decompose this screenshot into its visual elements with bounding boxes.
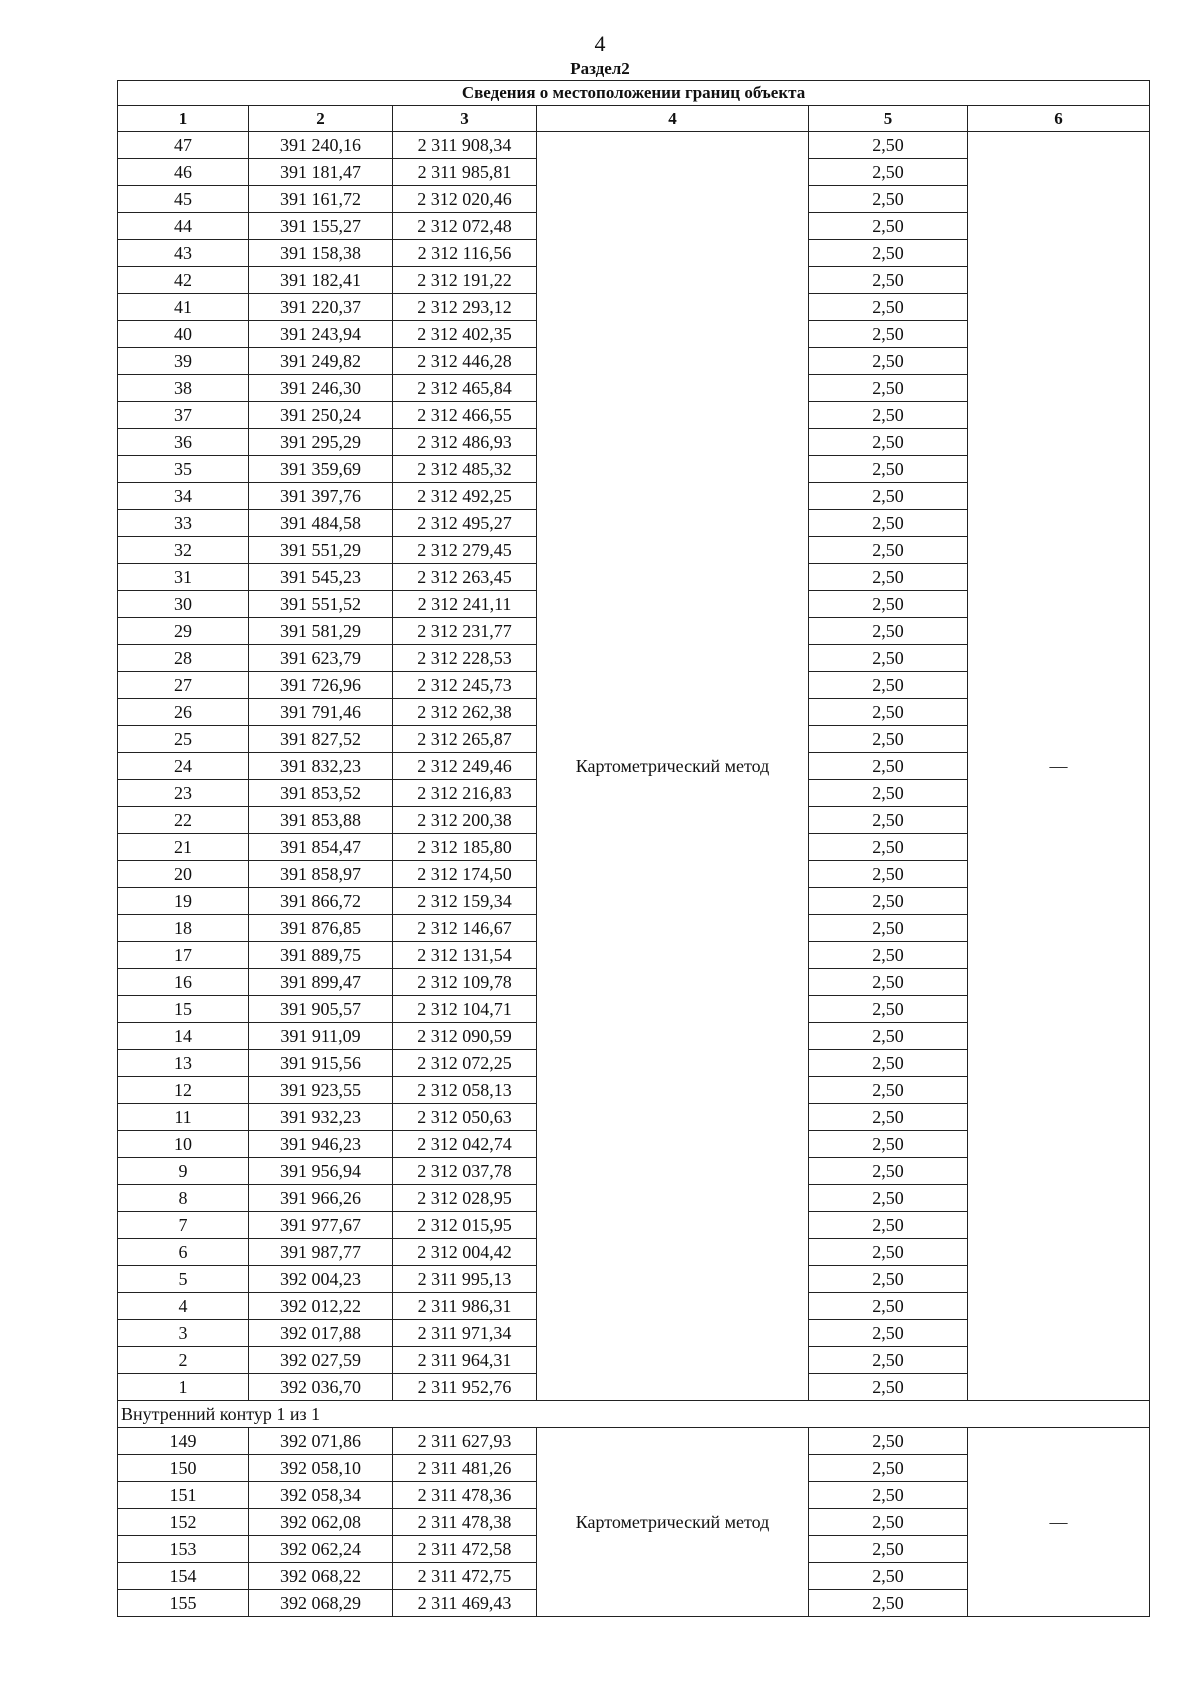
- y-coordinate-cell: 2 311 472,75: [393, 1563, 537, 1590]
- y-coordinate-cell: 2 312 262,38: [393, 699, 537, 726]
- x-coordinate-cell: 391 911,09: [249, 1023, 393, 1050]
- point-number-cell: 20: [118, 861, 249, 888]
- accuracy-cell: 2,50: [809, 672, 968, 699]
- y-coordinate-cell: 2 311 952,76: [393, 1374, 537, 1401]
- accuracy-cell: 2,50: [809, 132, 968, 159]
- accuracy-cell: 2,50: [809, 1158, 968, 1185]
- point-number-cell: 44: [118, 213, 249, 240]
- accuracy-cell: 2,50: [809, 375, 968, 402]
- outer-contour-body: [118, 132, 1150, 1401]
- y-coordinate-cell: 2 312 109,78: [393, 969, 537, 996]
- point-number-cell: 150: [118, 1455, 249, 1482]
- x-coordinate-cell: 391 876,85: [249, 915, 393, 942]
- y-coordinate-cell: 2 311 469,43: [393, 1590, 537, 1617]
- x-coordinate-cell: 391 923,55: [249, 1077, 393, 1104]
- y-coordinate-cell: 2 312 174,50: [393, 861, 537, 888]
- point-number-cell: 30: [118, 591, 249, 618]
- x-coordinate-cell: 391 966,26: [249, 1185, 393, 1212]
- x-coordinate-cell: 392 062,24: [249, 1536, 393, 1563]
- point-number-cell: 45: [118, 186, 249, 213]
- accuracy-cell: 2,50: [809, 1023, 968, 1050]
- x-coordinate-cell: 391 899,47: [249, 969, 393, 996]
- point-number-cell: 40: [118, 321, 249, 348]
- note-cell: —: [968, 1428, 1150, 1617]
- point-number-cell: 14: [118, 1023, 249, 1050]
- y-coordinate-cell: 2 311 472,58: [393, 1536, 537, 1563]
- column-header: 2: [249, 106, 393, 132]
- x-coordinate-cell: 391 889,75: [249, 942, 393, 969]
- y-coordinate-cell: 2 312 279,45: [393, 537, 537, 564]
- y-coordinate-cell: 2 312 116,56: [393, 240, 537, 267]
- x-coordinate-cell: 392 068,22: [249, 1563, 393, 1590]
- point-number-cell: 22: [118, 807, 249, 834]
- y-coordinate-cell: 2 312 249,46: [393, 753, 537, 780]
- accuracy-cell: 2,50: [809, 294, 968, 321]
- accuracy-cell: 2,50: [809, 915, 968, 942]
- point-number-cell: 36: [118, 429, 249, 456]
- accuracy-cell: 2,50: [809, 1347, 968, 1374]
- contour-label-row: [118, 1401, 1150, 1428]
- y-coordinate-cell: 2 312 159,34: [393, 888, 537, 915]
- y-coordinate-cell: 2 311 478,38: [393, 1509, 537, 1536]
- accuracy-cell: 2,50: [809, 1590, 968, 1617]
- y-coordinate-cell: 2 312 402,35: [393, 321, 537, 348]
- y-coordinate-cell: 2 311 995,13: [393, 1266, 537, 1293]
- method-cell: Картометрический метод: [537, 132, 809, 1401]
- accuracy-cell: 2,50: [809, 591, 968, 618]
- y-coordinate-cell: 2 312 265,87: [393, 726, 537, 753]
- point-number-cell: 17: [118, 942, 249, 969]
- x-coordinate-cell: 391 181,47: [249, 159, 393, 186]
- point-number-cell: 34: [118, 483, 249, 510]
- point-number-cell: 6: [118, 1239, 249, 1266]
- x-coordinate-cell: 391 946,23: [249, 1131, 393, 1158]
- accuracy-cell: 2,50: [809, 1131, 968, 1158]
- accuracy-cell: 2,50: [809, 321, 968, 348]
- column-header: 5: [809, 106, 968, 132]
- x-coordinate-cell: 391 243,94: [249, 321, 393, 348]
- accuracy-cell: 2,50: [809, 537, 968, 564]
- accuracy-cell: 2,50: [809, 483, 968, 510]
- y-coordinate-cell: 2 312 446,28: [393, 348, 537, 375]
- point-number-cell: 15: [118, 996, 249, 1023]
- accuracy-cell: 2,50: [809, 1266, 968, 1293]
- x-coordinate-cell: 391 249,82: [249, 348, 393, 375]
- y-coordinate-cell: 2 312 231,77: [393, 618, 537, 645]
- x-coordinate-cell: 392 071,86: [249, 1428, 393, 1455]
- x-coordinate-cell: 391 854,47: [249, 834, 393, 861]
- y-coordinate-cell: 2 312 004,42: [393, 1239, 537, 1266]
- y-coordinate-cell: 2 312 200,38: [393, 807, 537, 834]
- y-coordinate-cell: 2 312 015,95: [393, 1212, 537, 1239]
- x-coordinate-cell: 391 250,24: [249, 402, 393, 429]
- point-number-cell: 33: [118, 510, 249, 537]
- y-coordinate-cell: 2 312 492,25: [393, 483, 537, 510]
- accuracy-cell: 2,50: [809, 969, 968, 996]
- accuracy-cell: 2,50: [809, 213, 968, 240]
- accuracy-cell: 2,50: [809, 861, 968, 888]
- accuracy-cell: 2,50: [809, 1428, 968, 1455]
- x-coordinate-cell: 391 359,69: [249, 456, 393, 483]
- x-coordinate-cell: 392 036,70: [249, 1374, 393, 1401]
- y-coordinate-cell: 2 312 072,48: [393, 213, 537, 240]
- x-coordinate-cell: 392 062,08: [249, 1509, 393, 1536]
- point-number-cell: 29: [118, 618, 249, 645]
- point-number-cell: 4: [118, 1293, 249, 1320]
- method-cell: Картометрический метод: [537, 1428, 809, 1617]
- y-coordinate-cell: 2 312 042,74: [393, 1131, 537, 1158]
- accuracy-cell: 2,50: [809, 1320, 968, 1347]
- y-coordinate-cell: 2 312 131,54: [393, 942, 537, 969]
- y-coordinate-cell: 2 311 986,31: [393, 1293, 537, 1320]
- point-number-cell: 28: [118, 645, 249, 672]
- point-number-cell: 154: [118, 1563, 249, 1590]
- point-number-cell: 41: [118, 294, 249, 321]
- point-number-cell: 12: [118, 1077, 249, 1104]
- point-number-cell: 153: [118, 1536, 249, 1563]
- point-number-cell: 3: [118, 1320, 249, 1347]
- column-header: 1: [118, 106, 249, 132]
- accuracy-cell: 2,50: [809, 618, 968, 645]
- y-coordinate-cell: 2 312 228,53: [393, 645, 537, 672]
- column-header-row: [118, 106, 1150, 132]
- accuracy-cell: 2,50: [809, 1374, 968, 1401]
- y-coordinate-cell: 2 312 241,11: [393, 591, 537, 618]
- x-coordinate-cell: 391 220,37: [249, 294, 393, 321]
- point-number-cell: 9: [118, 1158, 249, 1185]
- table-row: [118, 132, 1150, 159]
- point-number-cell: 13: [118, 1050, 249, 1077]
- point-number-cell: 149: [118, 1428, 249, 1455]
- y-coordinate-cell: 2 312 245,73: [393, 672, 537, 699]
- x-coordinate-cell: 391 866,72: [249, 888, 393, 915]
- point-number-cell: 26: [118, 699, 249, 726]
- x-coordinate-cell: 391 551,29: [249, 537, 393, 564]
- point-number-cell: 27: [118, 672, 249, 699]
- point-number-cell: 38: [118, 375, 249, 402]
- accuracy-cell: 2,50: [809, 753, 968, 780]
- x-coordinate-cell: 391 158,38: [249, 240, 393, 267]
- point-number-cell: 42: [118, 267, 249, 294]
- y-coordinate-cell: 2 312 020,46: [393, 186, 537, 213]
- accuracy-cell: 2,50: [809, 402, 968, 429]
- y-coordinate-cell: 2 312 495,27: [393, 510, 537, 537]
- x-coordinate-cell: 392 017,88: [249, 1320, 393, 1347]
- y-coordinate-cell: 2 312 466,55: [393, 402, 537, 429]
- point-number-cell: 21: [118, 834, 249, 861]
- x-coordinate-cell: 391 905,57: [249, 996, 393, 1023]
- accuracy-cell: 2,50: [809, 267, 968, 294]
- x-coordinate-cell: 391 853,88: [249, 807, 393, 834]
- y-coordinate-cell: 2 312 146,67: [393, 915, 537, 942]
- x-coordinate-cell: 391 246,30: [249, 375, 393, 402]
- accuracy-cell: 2,50: [809, 1293, 968, 1320]
- y-coordinate-cell: 2 312 216,83: [393, 780, 537, 807]
- x-coordinate-cell: 391 484,58: [249, 510, 393, 537]
- point-number-cell: 24: [118, 753, 249, 780]
- y-coordinate-cell: 2 312 037,78: [393, 1158, 537, 1185]
- point-number-cell: 35: [118, 456, 249, 483]
- point-number-cell: 7: [118, 1212, 249, 1239]
- section-title: Раздел2: [570, 59, 630, 78]
- inner-contour-label-body: [118, 1401, 1150, 1428]
- accuracy-cell: 2,50: [809, 348, 968, 375]
- accuracy-cell: 2,50: [809, 888, 968, 915]
- table-row: [118, 1428, 1150, 1455]
- accuracy-cell: 2,50: [809, 1455, 968, 1482]
- x-coordinate-cell: 391 977,67: [249, 1212, 393, 1239]
- accuracy-cell: 2,50: [809, 1509, 968, 1536]
- x-coordinate-cell: 391 240,16: [249, 132, 393, 159]
- y-coordinate-cell: 2 312 485,32: [393, 456, 537, 483]
- accuracy-cell: 2,50: [809, 564, 968, 591]
- accuracy-cell: 2,50: [809, 1239, 968, 1266]
- point-number-cell: 5: [118, 1266, 249, 1293]
- y-coordinate-cell: 2 312 191,22: [393, 267, 537, 294]
- x-coordinate-cell: 391 397,76: [249, 483, 393, 510]
- y-coordinate-cell: 2 311 627,93: [393, 1428, 537, 1455]
- point-number-cell: 2: [118, 1347, 249, 1374]
- x-coordinate-cell: 391 987,77: [249, 1239, 393, 1266]
- boundary-coordinates-table: [117, 80, 1150, 1617]
- point-number-cell: 11: [118, 1104, 249, 1131]
- table-caption-row: [118, 81, 1150, 106]
- point-number-cell: 43: [118, 240, 249, 267]
- y-coordinate-cell: 2 312 028,95: [393, 1185, 537, 1212]
- point-number-cell: 8: [118, 1185, 249, 1212]
- point-number-cell: 1: [118, 1374, 249, 1401]
- accuracy-cell: 2,50: [809, 240, 968, 267]
- y-coordinate-cell: 2 311 971,34: [393, 1320, 537, 1347]
- x-coordinate-cell: 391 551,52: [249, 591, 393, 618]
- y-coordinate-cell: 2 311 985,81: [393, 159, 537, 186]
- accuracy-cell: 2,50: [809, 699, 968, 726]
- x-coordinate-cell: 391 581,29: [249, 618, 393, 645]
- y-coordinate-cell: 2 312 090,59: [393, 1023, 537, 1050]
- x-coordinate-cell: 391 858,97: [249, 861, 393, 888]
- accuracy-cell: 2,50: [809, 1185, 968, 1212]
- accuracy-cell: 2,50: [809, 456, 968, 483]
- y-coordinate-cell: 2 311 964,31: [393, 1347, 537, 1374]
- accuracy-cell: 2,50: [809, 807, 968, 834]
- y-coordinate-cell: 2 312 185,80: [393, 834, 537, 861]
- y-coordinate-cell: 2 312 486,93: [393, 429, 537, 456]
- y-coordinate-cell: 2 312 263,45: [393, 564, 537, 591]
- point-number-cell: 151: [118, 1482, 249, 1509]
- point-number-cell: 46: [118, 159, 249, 186]
- x-coordinate-cell: 391 155,27: [249, 213, 393, 240]
- point-number-cell: 37: [118, 402, 249, 429]
- point-number-cell: 39: [118, 348, 249, 375]
- point-number-cell: 152: [118, 1509, 249, 1536]
- x-coordinate-cell: 391 791,46: [249, 699, 393, 726]
- column-header: 4: [537, 106, 809, 132]
- y-coordinate-cell: 2 311 478,36: [393, 1482, 537, 1509]
- x-coordinate-cell: 392 027,59: [249, 1347, 393, 1374]
- inner-contour-body: [118, 1428, 1150, 1617]
- point-number-cell: 32: [118, 537, 249, 564]
- point-number-cell: 31: [118, 564, 249, 591]
- y-coordinate-cell: 2 311 908,34: [393, 132, 537, 159]
- accuracy-cell: 2,50: [809, 1482, 968, 1509]
- accuracy-cell: 2,50: [809, 726, 968, 753]
- x-coordinate-cell: 391 932,23: [249, 1104, 393, 1131]
- y-coordinate-cell: 2 312 293,12: [393, 294, 537, 321]
- x-coordinate-cell: 391 915,56: [249, 1050, 393, 1077]
- accuracy-cell: 2,50: [809, 159, 968, 186]
- accuracy-cell: 2,50: [809, 780, 968, 807]
- accuracy-cell: 2,50: [809, 186, 968, 213]
- x-coordinate-cell: 391 827,52: [249, 726, 393, 753]
- note-cell: —: [968, 132, 1150, 1401]
- x-coordinate-cell: 391 623,79: [249, 645, 393, 672]
- accuracy-cell: 2,50: [809, 834, 968, 861]
- accuracy-cell: 2,50: [809, 1536, 968, 1563]
- y-coordinate-cell: 2 312 058,13: [393, 1077, 537, 1104]
- x-coordinate-cell: 391 726,96: [249, 672, 393, 699]
- x-coordinate-cell: 391 545,23: [249, 564, 393, 591]
- point-number-cell: 18: [118, 915, 249, 942]
- x-coordinate-cell: 391 182,41: [249, 267, 393, 294]
- point-number-cell: 23: [118, 780, 249, 807]
- y-coordinate-cell: 2 311 481,26: [393, 1455, 537, 1482]
- table-caption: Сведения о местоположении границ объекта: [118, 81, 1150, 106]
- accuracy-cell: 2,50: [809, 1050, 968, 1077]
- accuracy-cell: 2,50: [809, 645, 968, 672]
- column-header: 3: [393, 106, 537, 132]
- point-number-cell: 10: [118, 1131, 249, 1158]
- y-coordinate-cell: 2 312 465,84: [393, 375, 537, 402]
- page-number: 4: [594, 31, 606, 56]
- accuracy-cell: 2,50: [809, 1563, 968, 1590]
- point-number-cell: 19: [118, 888, 249, 915]
- x-coordinate-cell: 391 853,52: [249, 780, 393, 807]
- inner-contour-label: Внутренний контур 1 из 1: [118, 1401, 1150, 1428]
- y-coordinate-cell: 2 312 104,71: [393, 996, 537, 1023]
- x-coordinate-cell: 392 012,22: [249, 1293, 393, 1320]
- x-coordinate-cell: 392 068,29: [249, 1590, 393, 1617]
- y-coordinate-cell: 2 312 072,25: [393, 1050, 537, 1077]
- column-header: 6: [968, 106, 1150, 132]
- accuracy-cell: 2,50: [809, 1104, 968, 1131]
- point-number-cell: 155: [118, 1590, 249, 1617]
- accuracy-cell: 2,50: [809, 1077, 968, 1104]
- point-number-cell: 47: [118, 132, 249, 159]
- y-coordinate-cell: 2 312 050,63: [393, 1104, 537, 1131]
- x-coordinate-cell: 391 832,23: [249, 753, 393, 780]
- x-coordinate-cell: 392 058,10: [249, 1455, 393, 1482]
- accuracy-cell: 2,50: [809, 510, 968, 537]
- point-number-cell: 25: [118, 726, 249, 753]
- accuracy-cell: 2,50: [809, 429, 968, 456]
- x-coordinate-cell: 391 295,29: [249, 429, 393, 456]
- x-coordinate-cell: 391 161,72: [249, 186, 393, 213]
- x-coordinate-cell: 392 058,34: [249, 1482, 393, 1509]
- accuracy-cell: 2,50: [809, 1212, 968, 1239]
- accuracy-cell: 2,50: [809, 996, 968, 1023]
- x-coordinate-cell: 392 004,23: [249, 1266, 393, 1293]
- point-number-cell: 16: [118, 969, 249, 996]
- x-coordinate-cell: 391 956,94: [249, 1158, 393, 1185]
- accuracy-cell: 2,50: [809, 942, 968, 969]
